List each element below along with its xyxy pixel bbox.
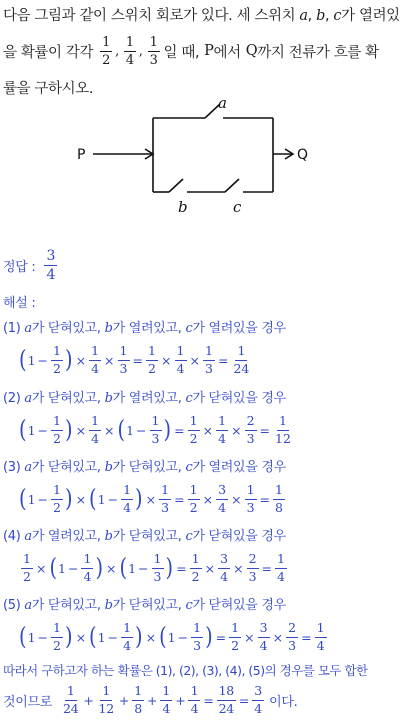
case-4-result: $\frac{1}{4}$ bbox=[275, 553, 287, 583]
case-1-equation: ( 1 − $\frac{1}{2}$ ) × $\frac{1}{4}$ × $\frac{1}{3}$ = $\frac{1}{2}$ × $\frac{1}{4}$ × $\frac{1}{3}$ = $\frac{1}{24}$ bbox=[19, 343, 250, 376]
case-3-result: $\frac{1}{8}$ bbox=[273, 484, 285, 514]
case-3-heading: (3) a가 닫혀있고, b가 닫혀있고, c가 열려있을 경우 bbox=[3, 460, 286, 475]
switch-c bbox=[225, 179, 239, 192]
case-1-result: $\frac{1}{24}$ bbox=[233, 343, 250, 376]
switch-b bbox=[169, 179, 183, 192]
answer-label: 정답 : bbox=[3, 259, 36, 275]
question-line-2: 을 확률이 각각 $\frac{1}{2}$ , $\frac{1}{4}$ , $\frac{1}{3}$ 일 때, P 에서 Q 까지 전류가 흐를 확 bbox=[3, 34, 379, 68]
question-line-3: 률을 구하시오. bbox=[3, 81, 94, 97]
conclusion-line-2: 것이므로 $\frac{1}{24}$ + $\frac{1}{12}$ + $\frac{1}{8}$ + $\frac{1}{4}$ + $\frac{1}{4}$ = $\frac{18}{24}$ = $\frac{3}{4}$ 이다. bbox=[3, 683, 298, 716]
prob-b-fraction: $\frac{1}{4}$ bbox=[124, 36, 136, 67]
case-1-heading: (1) a가 닫혀있고, b가 열려있고, c가 열려있을 경우 bbox=[3, 321, 286, 336]
explanation-label: 해설 : bbox=[3, 296, 36, 311]
case-2-heading: (2) a가 닫혀있고, b가 열려있고, c가 닫혀있을 경우 bbox=[3, 391, 286, 406]
case-5-heading: (5) a가 닫혀있고, b가 닫혀있고, c가 닫혀있을 경우 bbox=[3, 598, 286, 613]
label-p: P bbox=[77, 147, 86, 163]
label-c: c bbox=[233, 198, 242, 216]
circuit-diagram bbox=[75, 92, 335, 217]
case-4-equation: $\frac{1}{2}$ × ( 1 − $\frac{1}{4}$ ) × ( 1 − $\frac{1}{3}$ ) = $\frac{1}{2}$ × $\frac{3}{4}$ × $\frac{2}{3}$ = $\frac{1}{4}$ bbox=[20, 546, 288, 590]
prob-a-fraction: $\frac{1}{2}$ bbox=[100, 36, 112, 67]
answer-fraction: $\frac{3}{4}$ bbox=[46, 247, 56, 283]
case-4-heading: (4) a가 열려있고, b가 닫혀있고, c가 닫혀있을 경우 bbox=[3, 529, 286, 544]
case-2-equation: ( 1 − $\frac{1}{2}$ ) × $\frac{1}{4}$ × ( 1 − $\frac{1}{3}$ ) = $\frac{1}{2}$ × $\frac{1}{4}$ × $\frac{2}{3}$ = $\frac{1}{12}$ bbox=[19, 413, 291, 446]
sum-total: $\frac{18}{24}$ bbox=[218, 683, 234, 716]
circuit-svg bbox=[75, 92, 335, 217]
conclusion-line-1: 따라서 구하고자 하는 확률은 (1), (2), (3), (4), (5)의 경우를 모두 합한 bbox=[3, 663, 368, 678]
label-q: Q bbox=[297, 147, 309, 163]
case-3-equation: ( 1 − $\frac{1}{2}$ ) × ( 1 − $\frac{1}{4}$ ) × $\frac{1}{3}$ = $\frac{1}{2}$ × $\frac{3}{4}$ × $\frac{1}{3}$ = $\frac{1}{8}$ bbox=[18, 477, 286, 521]
question-line-1: 다음 그림과 같이 스위치 회로가 있다. 세 스위치 a, b, c가 열려있 bbox=[3, 8, 400, 24]
prob-c-fraction: $\frac{1}{3}$ bbox=[148, 36, 160, 67]
label-a: a bbox=[218, 94, 227, 112]
case-5-equation: ( 1 − $\frac{1}{2}$ ) × ( 1 − $\frac{1}{4}$ ) × ( 1 − $\frac{1}{3}$ ) = $\frac{1}{2}$ × $\frac{3}{4}$ × $\frac{2}{3}$ = $\frac{1}{4}$ bbox=[18, 615, 328, 659]
label-b: b bbox=[178, 198, 188, 216]
case-5-result: $\frac{1}{4}$ bbox=[315, 622, 327, 652]
case-2-result: $\frac{1}{12}$ bbox=[275, 413, 291, 446]
answer-row bbox=[3, 246, 58, 284]
sum-result: $\frac{3}{4}$ bbox=[252, 685, 264, 715]
